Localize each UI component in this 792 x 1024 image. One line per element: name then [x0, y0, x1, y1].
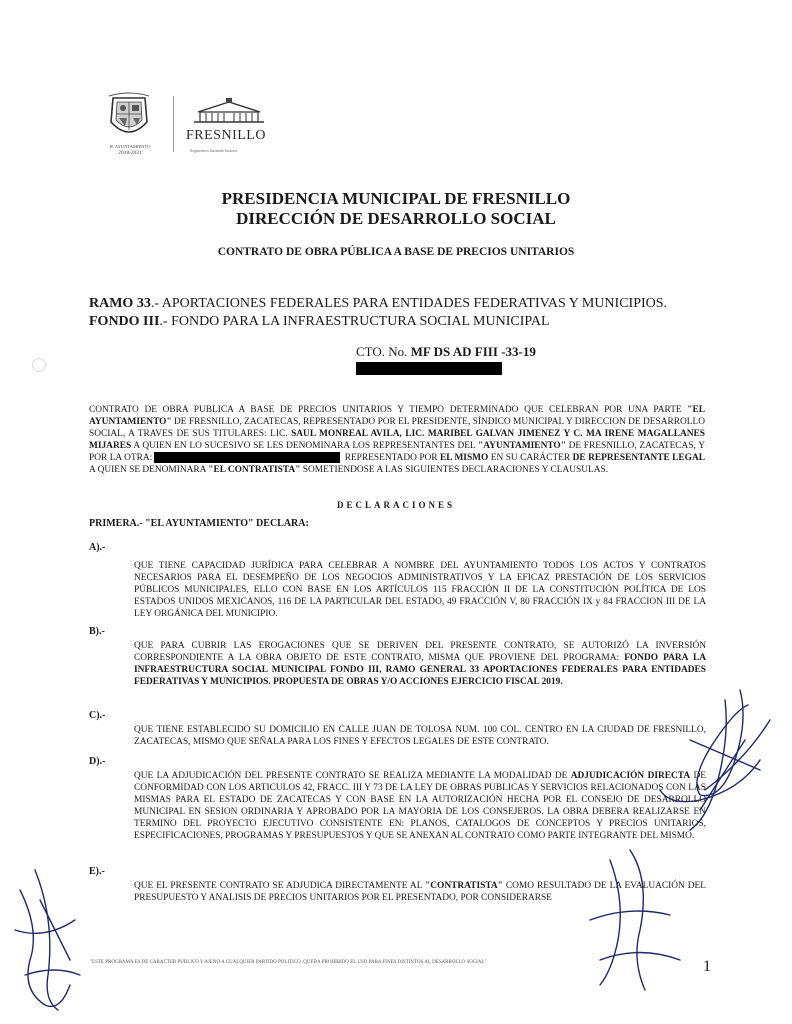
fondo-text: .- FONDO PARA LA INFRAESTRUCTURA SOCIAL MUNICIPAL: [159, 314, 550, 329]
contract-number-prefix: CTO. No.: [356, 344, 411, 359]
item-d-label: D).-: [89, 756, 106, 767]
item-d-text: QUE LA ADJUDICACIÓN DEL PRESENTE CONTRATO SE REALIZA MEDIANTE LA MODALIDAD DE ADJUDICACIÓN DIRECTA DE CONFORMIDAD CON LOS ARTICULOS 42, FRACC. III Y 73 DE LA LEY DE OBRAS PUBLICAS Y SERVICIOS RELACIONADOS CON LAS MISMAS PARA EL ESTADO DE ZACATECAS Y CON BASE EN LA AUTORIZACIÓN HECHA POR EL CONSEJO DE DESARROLLO MUNICIPAL EN SESION ORDINARIA Y APROBADO POR LA MAYORIA DE LOS CONSEJEROS. LA OBRA DEBERA REALIZARSE EN TERMINO DEL PROYECTO EJECUTIVO CONSISTENTE EN: PLANOS, CATALOGOS DE CONCEPTOS Y PRECIOS UNITARIOS, ESPECIFICACIONES, PROGRAMAS Y PRESUPUESTOS Y QUE SE ANEXAN AL CONTRATO COMO PARTE INTEGRANTE DEL MISMO.: [134, 771, 706, 841]
contract-type-heading: CONTRATO DE OBRA PÚBLICA A BASE DE PRECIOS UNITARIOS: [217, 246, 575, 258]
primera-heading: PRIMERA.- "EL AYUNTAMIENTO" DECLARA:: [89, 518, 309, 529]
item-e-label: E).-: [89, 866, 105, 877]
item-a-text: QUE TIENE CAPACIDAD JURÍDICA PARA CELEBRAR A NOMBRE DEL AYUNTAMIENTO TODOS LOS ACTOS Y CONTRATOS NECESARIOS PARA EL DESEMPEÑO DE LOS NEGOCIOS ADMINISTRATIVOS Y LA EFICAZ PRESTACIÓN DE LOS SERVICIOS PÚBLICOS MUNICIPALES, ELLO CON BASE EN LOS ARTÍCULOS 115 FRACCIÓN II DE LA CONSTITUCIÓN POLÍTICA DE LOS ESTADOS UNIDOS MEXICANOS, 116 DE LA PARTICULAR DEL ESTADO, 49 FRACCIÓN V, 80 FRACCIÓN IX y 84 FRACCION III DE LA LEY ORGÁNICA DEL MUNICIPIO.: [134, 561, 706, 619]
item-b-label: B).-: [89, 626, 105, 637]
item-c-label: C).-: [89, 710, 106, 721]
declaraciones-heading: DECLARACIONES: [336, 500, 455, 510]
fresnillo-logo-text: FRESNILLO: [186, 128, 266, 143]
ramo-label: RAMO 33: [89, 296, 151, 311]
title-line-2: DIRECCIÓN DE DESARROLLO SOCIAL: [236, 209, 556, 228]
item-c-text: QUE TIENE ESTABLECIDO SU DOMICILIO EN CALLE JUAN DE TOLOSA NUM. 100 COL. CENTRO EN LA CIUDAD DE FRESNILLO, ZACATECAS, MISMO QUE SEÑALA PARA LOS FINES Y EFECTOS LEGALES DE ESTE CONTRATO.: [134, 725, 706, 747]
fresnillo-logo-tagline: Seguiremos haciendo historia: [190, 148, 238, 153]
page-number: 1: [703, 958, 711, 975]
item-a-label: A).-: [89, 542, 106, 553]
item-e-text: QUE EL PRESENTE CONTRATO SE ADJUDICA DIRECTAMENTE AL "CONTRATISTA" COMO RESULTADO DE LA EVALUACIÓN DEL PRESUPUESTO Y ANALISIS DE PRECIOS UNITARIOS POR EL PRESENTADO, POR CONSIDERARSE: [134, 881, 706, 903]
ramo-text: .- APORTACIONES FEDERALES PARA ENTIDADES FEDERATIVAS Y MUNICIPIOS.: [150, 296, 668, 311]
contract-number-value: MF DS AD FIII -33-19: [410, 344, 536, 359]
fondo-label: FONDO III: [89, 314, 160, 329]
intro-paragraph: CONTRATO DE OBRA PUBLICA A BASE DE PRECIOS UNITARIOS Y TIEMPO DETERMINADO QUE CELEBRAN POR UNA PARTE "EL AYUNTAMIENTO" DE FRESNILLO, ZACATECAS, REPRESENTADO POR EL PRESIDENTE, SÍNDICO MUNICIPAL Y DIRECCION DE DESARROLLO SOCIAL, A TRAVES DE SUS TITULARES: LIC. SAUL MONREAL AVILA, LIC. MARIBEL GALVAN JIMENEZ Y C. MA IRENE MAGALLANES MIJARES A QUIEN EN LO SUCESIVO SE LES DENOMINARA LOS REPRESENTANTES DEL "AYUNTAMIENTO" DE FRESNILLO, ZACATECAS, Y POR LA OTRA: REPRESENTADO POR EL MISMO EN SU CARÁCTER DE REPRESENTANTE LEGAL A QUIEN SE DENOMINARA "EL CONTRATISTA" SOMETIENDOSE A LAS SIGUIENTES DECLARACIONES Y CLAUSULAS.: [89, 405, 705, 475]
item-b-text: QUE PARA CUBRIR LAS EROGACIONES QUE SE DERIVEN DEL PRESENTE CONTRATO, SE AUTORIZÓ LA INVERSIÓN CORRESPONDIENTE A LA OBRA OBJETO DE ESTE CONTRATO, MISMA QUE PROVIENE DEL PROGRAMA: FONDO PARA LA INFRAESTRUCTURA SOCIAL MUNICIPAL FONDO III, RAMO GENERAL 33 APORTACIONES FEDERALES PARA ENTIDADES FEDERATIVAS Y MUNICIPIOS. PROPUESTA DE OBRAS Y/O ACCIONES EJERCICIO FISCAL 2019.: [134, 641, 706, 687]
title-line-1: PRESIDENCIA MUNICIPAL DE FRESNILLO: [221, 189, 571, 208]
footnote: "ESTE PROGRAMA ES DE CARACTER PUBLICO Y AJENO A CUALQUIER PARTIDO POLITICO, QUEDA PROHIBIDO EL USO PARA FINES DISTINTOS AL DESARROLLO SOCIAL": [90, 960, 487, 965]
crest-caption: H. AYUNTAMIENTO 2018-2021: [109, 144, 151, 156]
